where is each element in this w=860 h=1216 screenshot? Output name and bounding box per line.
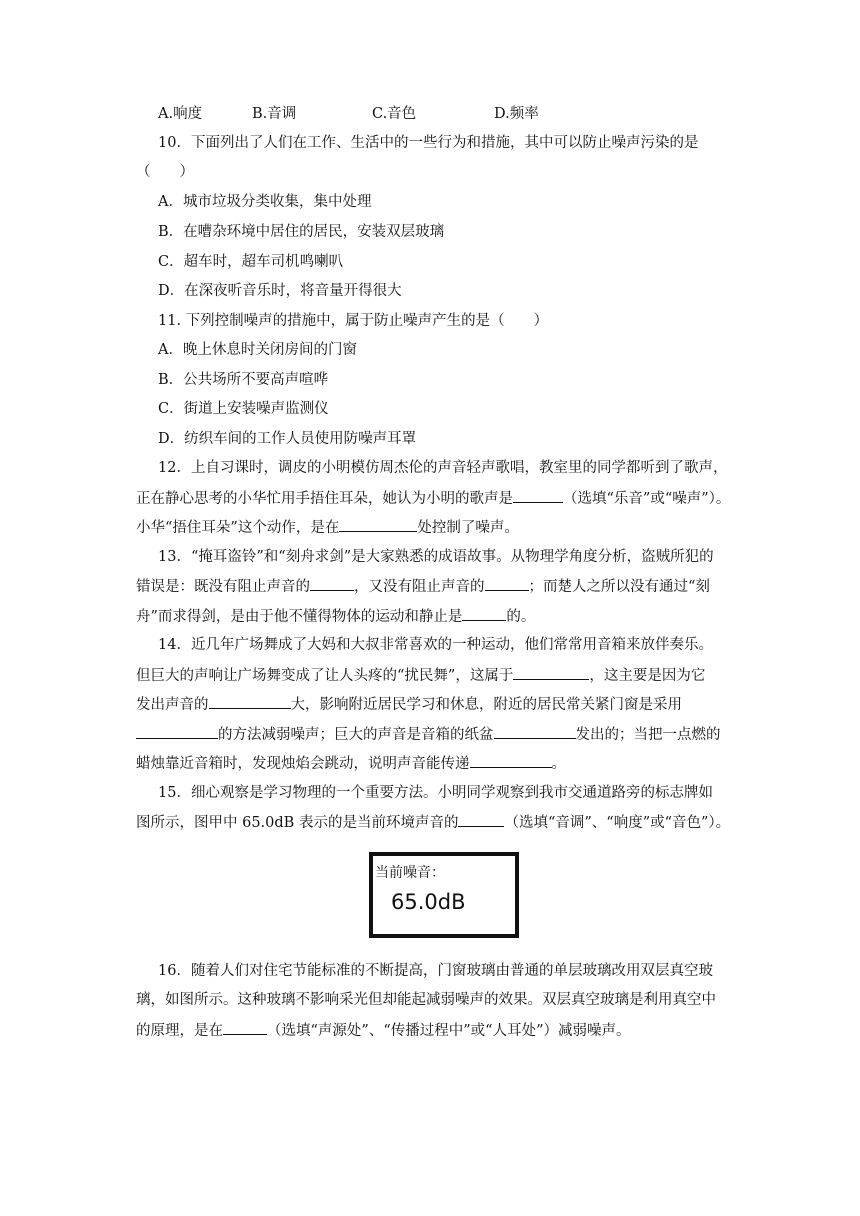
noise-sign-label: 当前噪音：	[375, 865, 445, 881]
q14-blank-2[interactable]	[209, 694, 291, 709]
q13-blank-1[interactable]	[310, 576, 354, 591]
q14-line4	[136, 724, 736, 745]
q16-line3	[136, 1020, 736, 1041]
q13-line3	[136, 606, 736, 627]
q10-stem-line1: 10．下面列出了人们在工作、生活中的一些行为和措施，其中可以防止噪声污染的是	[158, 135, 699, 151]
q12-line2	[136, 488, 736, 509]
q13-text: 舟”而求得剑，是由于他不懂得物体的运动和静止是	[136, 609, 463, 625]
q10-option-a: A．城市垃圾分类收集，集中处理	[158, 194, 372, 210]
q12-text: 处控制了噪声。	[417, 520, 519, 536]
q13-blank-3[interactable]	[462, 606, 506, 621]
q16-line2: 璃，如图所示。这种玻璃不影响采光但却能起减弱噪声的效果。双层真空玻璃是利用真空中	[136, 992, 716, 1008]
q13-blank-2[interactable]	[485, 576, 529, 591]
q10-stem-line2: （ ）	[136, 164, 194, 180]
q15-text: 图所示，图甲中 65.0dB 表示的是当前环境声音的	[136, 815, 459, 831]
q10-option-b: B．在嘈杂环境中居住的居民，安装双层玻璃	[158, 224, 445, 240]
noise-sign-figure	[369, 852, 519, 938]
q13-text: 的。	[506, 609, 536, 625]
q12-blank-1[interactable]	[513, 488, 563, 503]
q14-text: 。	[551, 756, 566, 772]
q14-blank-1[interactable]	[513, 665, 589, 680]
q14-blank-5[interactable]	[470, 753, 552, 768]
q9-option-d: D.频率	[494, 106, 539, 122]
q13-text: 错误是：既没有阻止声音的	[136, 579, 310, 595]
q16-line1: 16．随着人们对住宅节能标准的不断提高，门窗玻璃由普通的单层玻璃改用双层真空玻	[158, 963, 713, 979]
q16-blank-1[interactable]	[223, 1020, 267, 1035]
q14-text: 但巨大的声响让广场舞变成了让人头疼的“扰民舞”，这属于	[136, 668, 514, 684]
q15-line1: 15．细心观察是学习物理的一个重要方法。小明同学观察到我市交通道路旁的标志牌如	[158, 785, 713, 801]
q11-option-a: A．晚上休息时关闭房间的门窗	[158, 342, 357, 358]
q15-line2	[136, 812, 736, 833]
q9-option-b: B.音调	[252, 106, 297, 122]
q14-line1: 14．近几年广场舞成了大妈和大叔非常喜欢的一种运动，他们常常用音箱来放伴奏乐。	[158, 637, 713, 653]
q12-text: 小华“捂住耳朵”这个动作，是在	[136, 520, 340, 536]
q14-line2	[136, 665, 736, 686]
q9-options	[158, 104, 758, 124]
q14-text: 的方法减弱噪声；巨大的声音是音箱的纸盆	[218, 727, 494, 743]
q14-text: 大，影响附近居民学习和休息，附近的居民常关紧门窗是采用	[290, 697, 682, 713]
q12-text: 正在静心思考的小华忙用手捂住耳朵，她认为小明的歌声是	[136, 491, 513, 507]
q11-stem: 11. 下列控制噪声的措施中，属于防止噪声产生的是（ ）	[158, 313, 549, 329]
q9-option-a: A.响度	[158, 106, 203, 122]
q13-text: ；而楚人之所以没有通过“刻	[528, 579, 710, 595]
q13-text: ，又没有阻止声音的	[354, 579, 485, 595]
q10-option-d: D．在深夜听音乐时，将音量开得很大	[158, 283, 402, 299]
q9-option-c: C.音色	[372, 106, 417, 122]
q14-text: 发出的；当把一点燃的	[575, 727, 721, 743]
q14-line3	[136, 694, 736, 715]
q14-blank-3[interactable]	[136, 724, 218, 739]
q13-line1: 13．“掩耳盗铃”和“刻舟求剑”是大家熟悉的成语故事。从物理学角度分析，盗贼所犯的	[158, 549, 714, 565]
q14-line5	[136, 753, 736, 774]
q10-option-c: C．超车时，超车司机鸣喇叭	[158, 254, 344, 270]
noise-sign-value: 65.0dB	[391, 890, 466, 914]
q11-option-d: D．纺织车间的工作人员使用防噪声耳罩	[158, 431, 417, 447]
q15-text: （选填“音调”、“响度”或“音色”）。	[504, 815, 731, 831]
q14-text: ，这主要是因为它	[589, 668, 706, 684]
q12-text: （选填“乐音”或“噪声”）。	[563, 491, 731, 507]
q16-text: 的原理，是在	[136, 1023, 223, 1039]
q12-line1: 12．上自习课时，调皮的小明模仿周杰伦的声音轻声歌唱，教室里的同学都听到了歌声，	[158, 460, 728, 476]
q13-line2	[136, 576, 736, 597]
q15-blank-1[interactable]	[458, 812, 504, 827]
q14-blank-4[interactable]	[494, 724, 576, 739]
q12-line3	[136, 517, 736, 538]
q11-option-c: C．街道上安装噪声监测仪	[158, 401, 329, 417]
q14-text: 发出声音的	[136, 697, 209, 713]
q16-text: （选填“声源处”、“传播过程中”或“人耳处”）减弱噪声。	[267, 1023, 631, 1039]
q14-text: 蜡烛靠近音箱时，发现烛焰会跳动，说明声音能传递	[136, 756, 470, 772]
q12-blank-2[interactable]	[339, 517, 417, 532]
q11-option-b: B．公共场所不要高声喧哗	[158, 372, 329, 388]
